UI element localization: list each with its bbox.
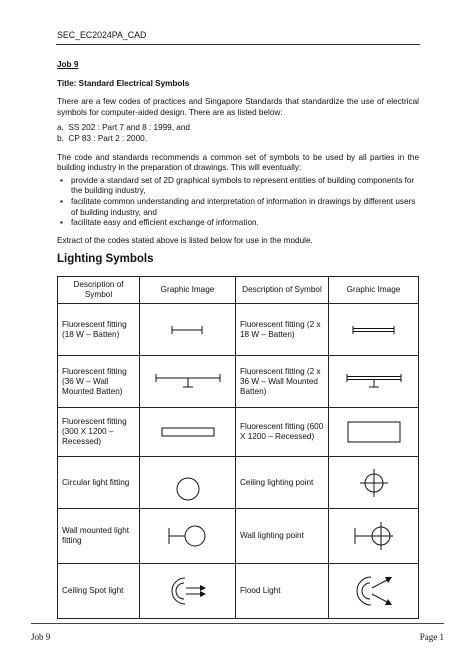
symbol-graphic-cell [329, 408, 419, 457]
symbol-graphic-cell [140, 564, 236, 619]
benefit-item [57, 197, 419, 218]
section-heading: Lighting Symbols [57, 253, 154, 266]
benefit-text: facilitate common understanding and interpretation of information in drawings by different users of building industry, and [71, 196, 416, 217]
lighting-symbols-table [57, 276, 419, 619]
wall-mounted-light-icon [167, 523, 209, 549]
bullet-icon: ▪ [60, 218, 63, 228]
benefit-item [57, 218, 419, 229]
recessed-600x1200-icon [347, 421, 401, 443]
code-item [57, 134, 419, 145]
code-marker: b. [57, 133, 64, 143]
symbol-graphic-cell [329, 457, 419, 509]
footer-job-label: Job 9 [31, 632, 51, 642]
batten-twin-icon [349, 324, 399, 336]
table-header-row [58, 277, 419, 304]
symbol-graphic-cell [329, 356, 419, 408]
symbol-description: Circular light fitting [58, 457, 140, 509]
symbol-graphic-cell [329, 509, 419, 564]
benefit-text: provide a standard set of 2D graphical symbols to represent entities of building components for the building industry, [71, 175, 415, 196]
wall-batten-twin-icon [343, 372, 405, 392]
symbol-description: Ceiling Spot light [58, 564, 140, 619]
benefit-text: facilitate easy and efficient exchange of information. [71, 218, 259, 228]
table-row [58, 408, 419, 457]
symbol-description: Fluorescent fitting (2 x 18 W – Batten) [236, 304, 329, 356]
code-text: CP 83 : Part 2 : 2000. [68, 133, 147, 143]
symbol-description: Flood Light [236, 564, 329, 619]
symbol-description: Wall lighting point [236, 509, 329, 564]
footer-divider [31, 623, 444, 624]
symbol-graphic-cell [140, 304, 236, 356]
table-row [58, 509, 419, 564]
table-row [58, 457, 419, 509]
recessed-300x1200-icon [161, 427, 215, 437]
intro-paragraph: There are a few codes of practices and Singapore Standards that standardize the use of electrical symbols for computer-aided design. There are as listed below: [57, 97, 419, 117]
document-title: Title: Standard Electrical Symbols [57, 78, 190, 88]
page-header-code: SEC_EC2024PA_CAD [57, 30, 147, 40]
header-divider [56, 44, 420, 45]
symbol-graphic-cell [329, 304, 419, 356]
benefits-list [57, 176, 419, 229]
wall-point-icon [353, 521, 395, 551]
flood-light-icon [352, 573, 396, 609]
circular-light-icon [175, 476, 201, 502]
batten-single-icon [168, 324, 208, 336]
table-row [58, 564, 419, 619]
code-marker: a. [57, 123, 64, 133]
symbol-description: Fluorescent fitting (300 X 1200 – Recessed) [58, 408, 140, 457]
code-text: SS 202 : Part 7 and 8 : 1999, and [68, 123, 190, 133]
wall-batten-single-icon [152, 372, 224, 392]
ceiling-point-icon [359, 468, 389, 498]
column-header-graphic: Graphic Image [140, 277, 236, 304]
symbol-description: Fluorescent fitting (18 W – Batten) [58, 304, 140, 356]
symbol-description: Fluorescent fitting (2 x 36 W – Wall Mounted Batten) [236, 356, 329, 408]
symbol-graphic-cell [140, 509, 236, 564]
symbol-graphic-cell [329, 564, 419, 619]
symbol-description: Fluorescent fitting (36 W – Wall Mounted Batten) [58, 356, 140, 408]
symbol-graphic-cell [140, 457, 236, 509]
table-row [58, 356, 419, 408]
bullet-icon: ▪ [60, 196, 63, 206]
symbol-graphic-cell [140, 356, 236, 408]
bullet-icon: ▪ [60, 175, 63, 185]
column-header-graphic: Graphic Image [329, 277, 419, 304]
column-header-description: Description of Symbol [58, 277, 140, 304]
standards-paragraph: The code and standards recommends a common set of symbols to be used by all parties in the building industry in the preparation of drawings. This will eventually: [57, 152, 419, 173]
document-body [57, 60, 419, 265]
table-row [58, 304, 419, 356]
job-label: Job 9 [57, 60, 79, 69]
symbol-description: Fluorescent fitting (600 X 1200 – Recessed) [236, 408, 329, 457]
symbol-description: Ceiling lighting point [236, 457, 329, 509]
extract-note: Extract of the codes stated above is listed below for use in the module. [57, 235, 313, 245]
benefit-item [57, 176, 419, 197]
ceiling-spot-icon [166, 574, 210, 608]
code-item [57, 123, 419, 134]
footer-page-number: Page 1 [419, 632, 444, 642]
symbol-description: Wall mounted light fitting [58, 509, 140, 564]
symbol-graphic-cell [140, 408, 236, 457]
column-header-description: Description of Symbol [236, 277, 329, 304]
codes-list [57, 123, 419, 144]
